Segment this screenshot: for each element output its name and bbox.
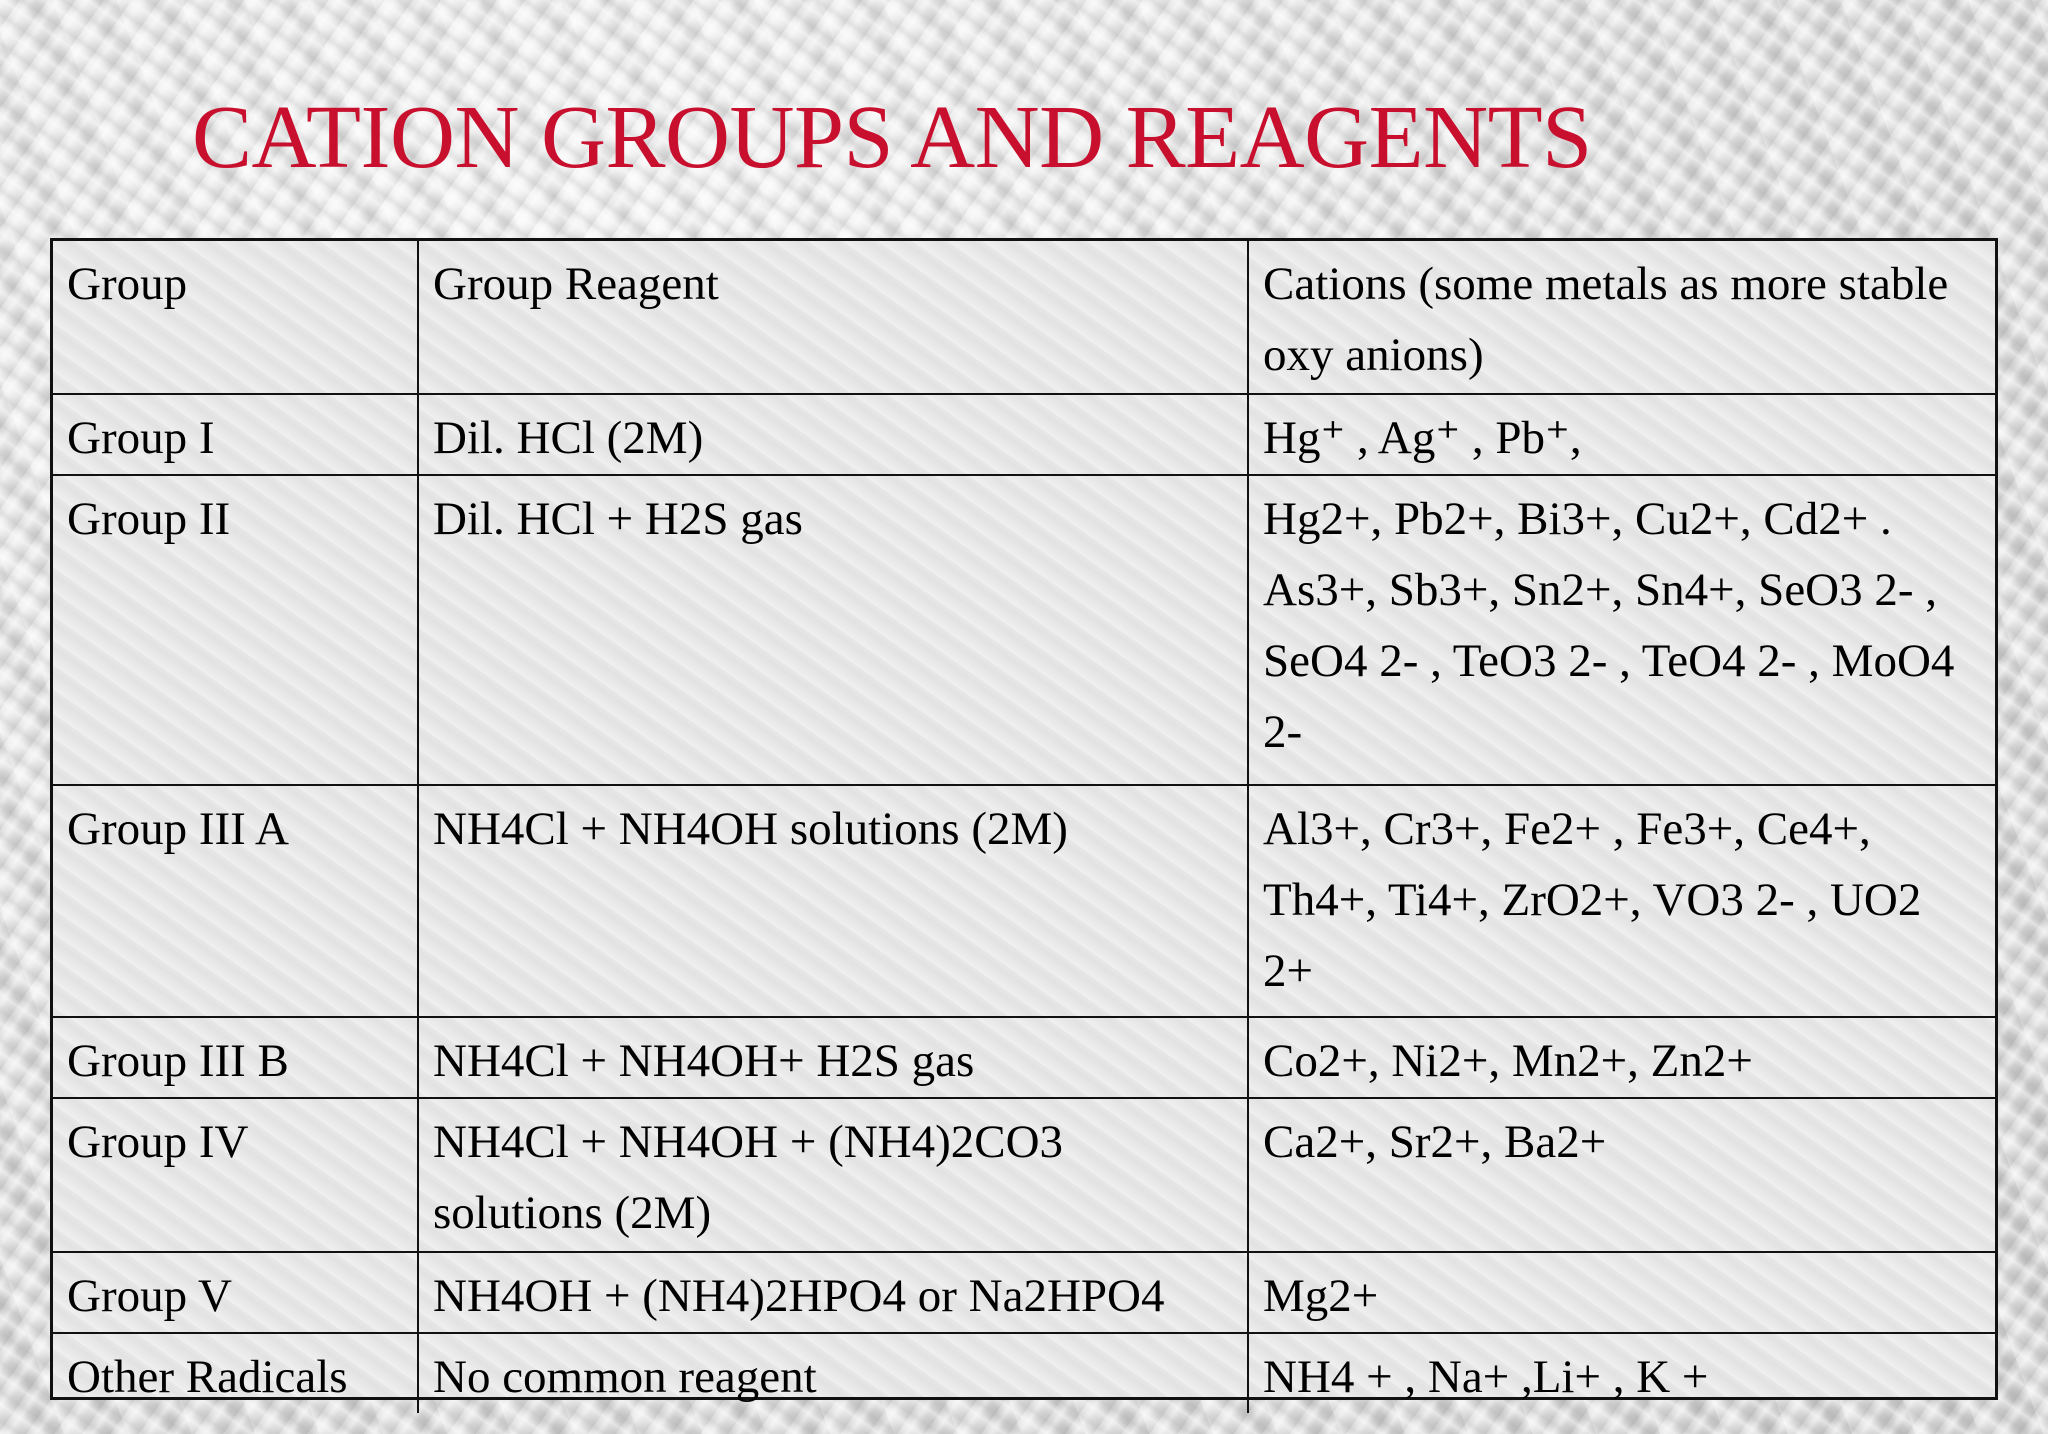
cell-reagent: NH4Cl + NH4OH solutions (2M) xyxy=(418,785,1248,1017)
cell-reagent: Dil. HCl (2M) xyxy=(418,394,1248,475)
cell-cations: Co2+, Ni2+, Mn2+, Zn2+ xyxy=(1248,1017,1995,1098)
cell-group: Group III B xyxy=(53,1017,418,1098)
cell-cations: NH4 + , Na+ ,Li+ , K + xyxy=(1248,1333,1995,1413)
cell-group: Group IV xyxy=(53,1098,418,1252)
cell-cations: Hg2+, Pb2+, Bi3+, Cu2+, Cd2+ . As3+, Sb3+, Sn2+, Sn4+, SeO3 2- , SeO4 2- , TeO3 2- , TeO4 2- , MoO4 2- xyxy=(1248,475,1995,785)
cell-reagent: No common reagent xyxy=(418,1333,1248,1413)
table-body xyxy=(53,241,1995,1413)
table-row xyxy=(53,1252,1995,1333)
cell-group: Group II xyxy=(53,475,418,785)
table-row xyxy=(53,1098,1995,1252)
slide-title: CATION GROUPS AND REAGENTS xyxy=(192,88,1592,187)
header-group-reagent: Group Reagent xyxy=(418,241,1248,394)
table-row xyxy=(53,785,1995,1017)
cell-cations: Ca2+, Sr2+, Ba2+ xyxy=(1248,1098,1995,1252)
cation-groups-table xyxy=(50,238,1998,1403)
cell-group: Other Radicals xyxy=(53,1333,418,1413)
table-row xyxy=(53,475,1995,785)
cell-reagent: NH4Cl + NH4OH+ H2S gas xyxy=(418,1017,1248,1098)
cell-reagent: Dil. HCl + H2S gas xyxy=(418,475,1248,785)
cell-reagent: NH4OH + (NH4)2HPO4 or Na2HPO4 xyxy=(418,1252,1248,1333)
cell-group: Group III A xyxy=(53,785,418,1017)
cell-cations: Al3+, Cr3+, Fe2+ , Fe3+, Ce4+, Th4+, Ti4+, ZrO2+, VO3 2- , UO2 2+ xyxy=(1248,785,1995,1017)
table-row xyxy=(53,1017,1995,1098)
header-group: Group xyxy=(53,241,418,394)
cell-cations: Hg⁺ , Ag⁺ , Pb⁺, xyxy=(1248,394,1995,475)
header-cations: Cations (some metals as more stable oxy anions) xyxy=(1248,241,1995,394)
table-header-row xyxy=(53,241,1995,394)
cell-reagent: NH4Cl + NH4OH + (NH4)2CO3 solutions (2M) xyxy=(418,1098,1248,1252)
cell-cations: Mg2+ xyxy=(1248,1252,1995,1333)
table-row xyxy=(53,1333,1995,1413)
cell-group: Group V xyxy=(53,1252,418,1333)
cell-group: Group I xyxy=(53,394,418,475)
table-row xyxy=(53,394,1995,475)
